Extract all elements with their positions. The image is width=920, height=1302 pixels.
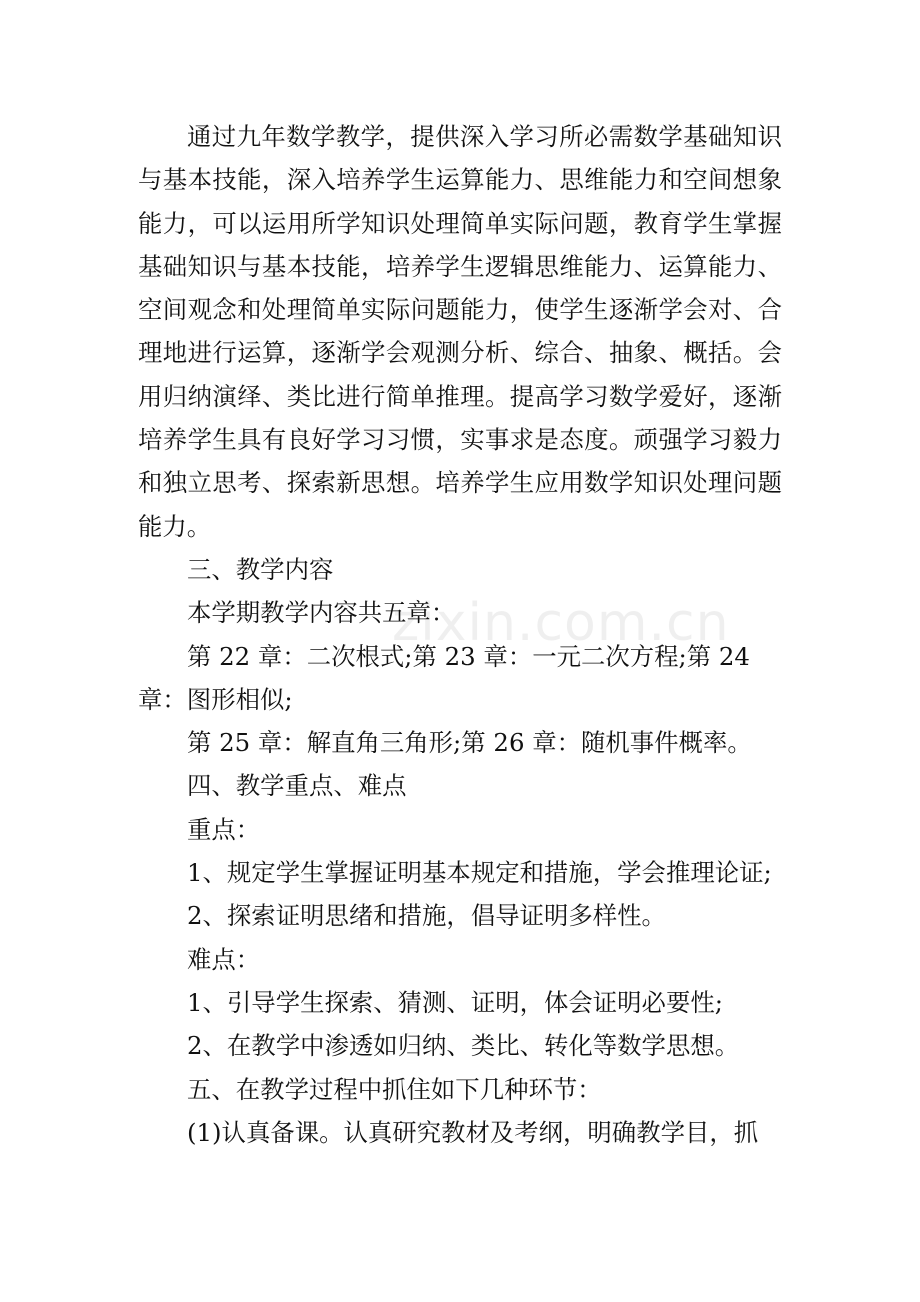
label-difficult-points: 难点： (187, 944, 261, 974)
paragraph-chapter-intro: 本学期教学内容共五章： (187, 598, 456, 628)
paragraph-chapters-22-24: 第 22 章：二次根式;第 23 章：一元二次方程;第 24 章：图形相似; (138, 641, 750, 714)
heading-teaching-process: 五、在教学过程中抓住如下几种环节： (187, 1074, 602, 1104)
heading-teaching-content: 三、教学内容 (187, 554, 334, 584)
list-item-key-point-2: 2、探索证明思绪和措施，倡导证明多样性。 (187, 901, 666, 931)
paragraph-teaching-goals: 通过九年数学教学，提供深入学习所必需数学基础知识与基本技能，深入培养学生运算能力、思维能力和空间想象能力，可以运用所学知识处理简单实际问题，教育学生掌握基础知识与基本技能，培养学生逻辑思维能力、运算能力、空间观念和处理简单实际问题能力，使学生逐渐学会对、合理地进行运算，逐渐学会观测分析、综合、抽象、概括。会用归纳演绎、类比进行简单推理。提高学习数学爱好，逐渐培养学生具有良好学习习惯，实事求是态度。顽强学习毅力和独立思考、探索新思想。培养学生应用数学知识处理问题能力。 (138, 122, 782, 541)
paragraph-chapters-25-26: 第 25 章：解直角三角形;第 26 章：随机事件概率。 (187, 728, 752, 758)
list-item-key-point-1: 1、规定学生掌握证明基本规定和措施，学会推理论证; (187, 858, 772, 888)
list-item-difficult-point-1: 1、引导学生探索、猜测、证明，体会证明必要性; (187, 987, 723, 1017)
list-item-difficult-point-2: 2、在教学中渗透如归纳、类比、转化等数学思想。 (187, 1031, 740, 1061)
label-key-points: 重点： (187, 814, 261, 844)
heading-key-and-difficult-points: 四、教学重点、难点 (187, 771, 407, 801)
document-body (138, 115, 782, 1154)
watermark: zixin.com.cn (392, 593, 730, 653)
paragraph-lesson-preparation: (1)认真备课。认真研究教材及考纲，明确教学目，抓 (187, 1117, 759, 1147)
